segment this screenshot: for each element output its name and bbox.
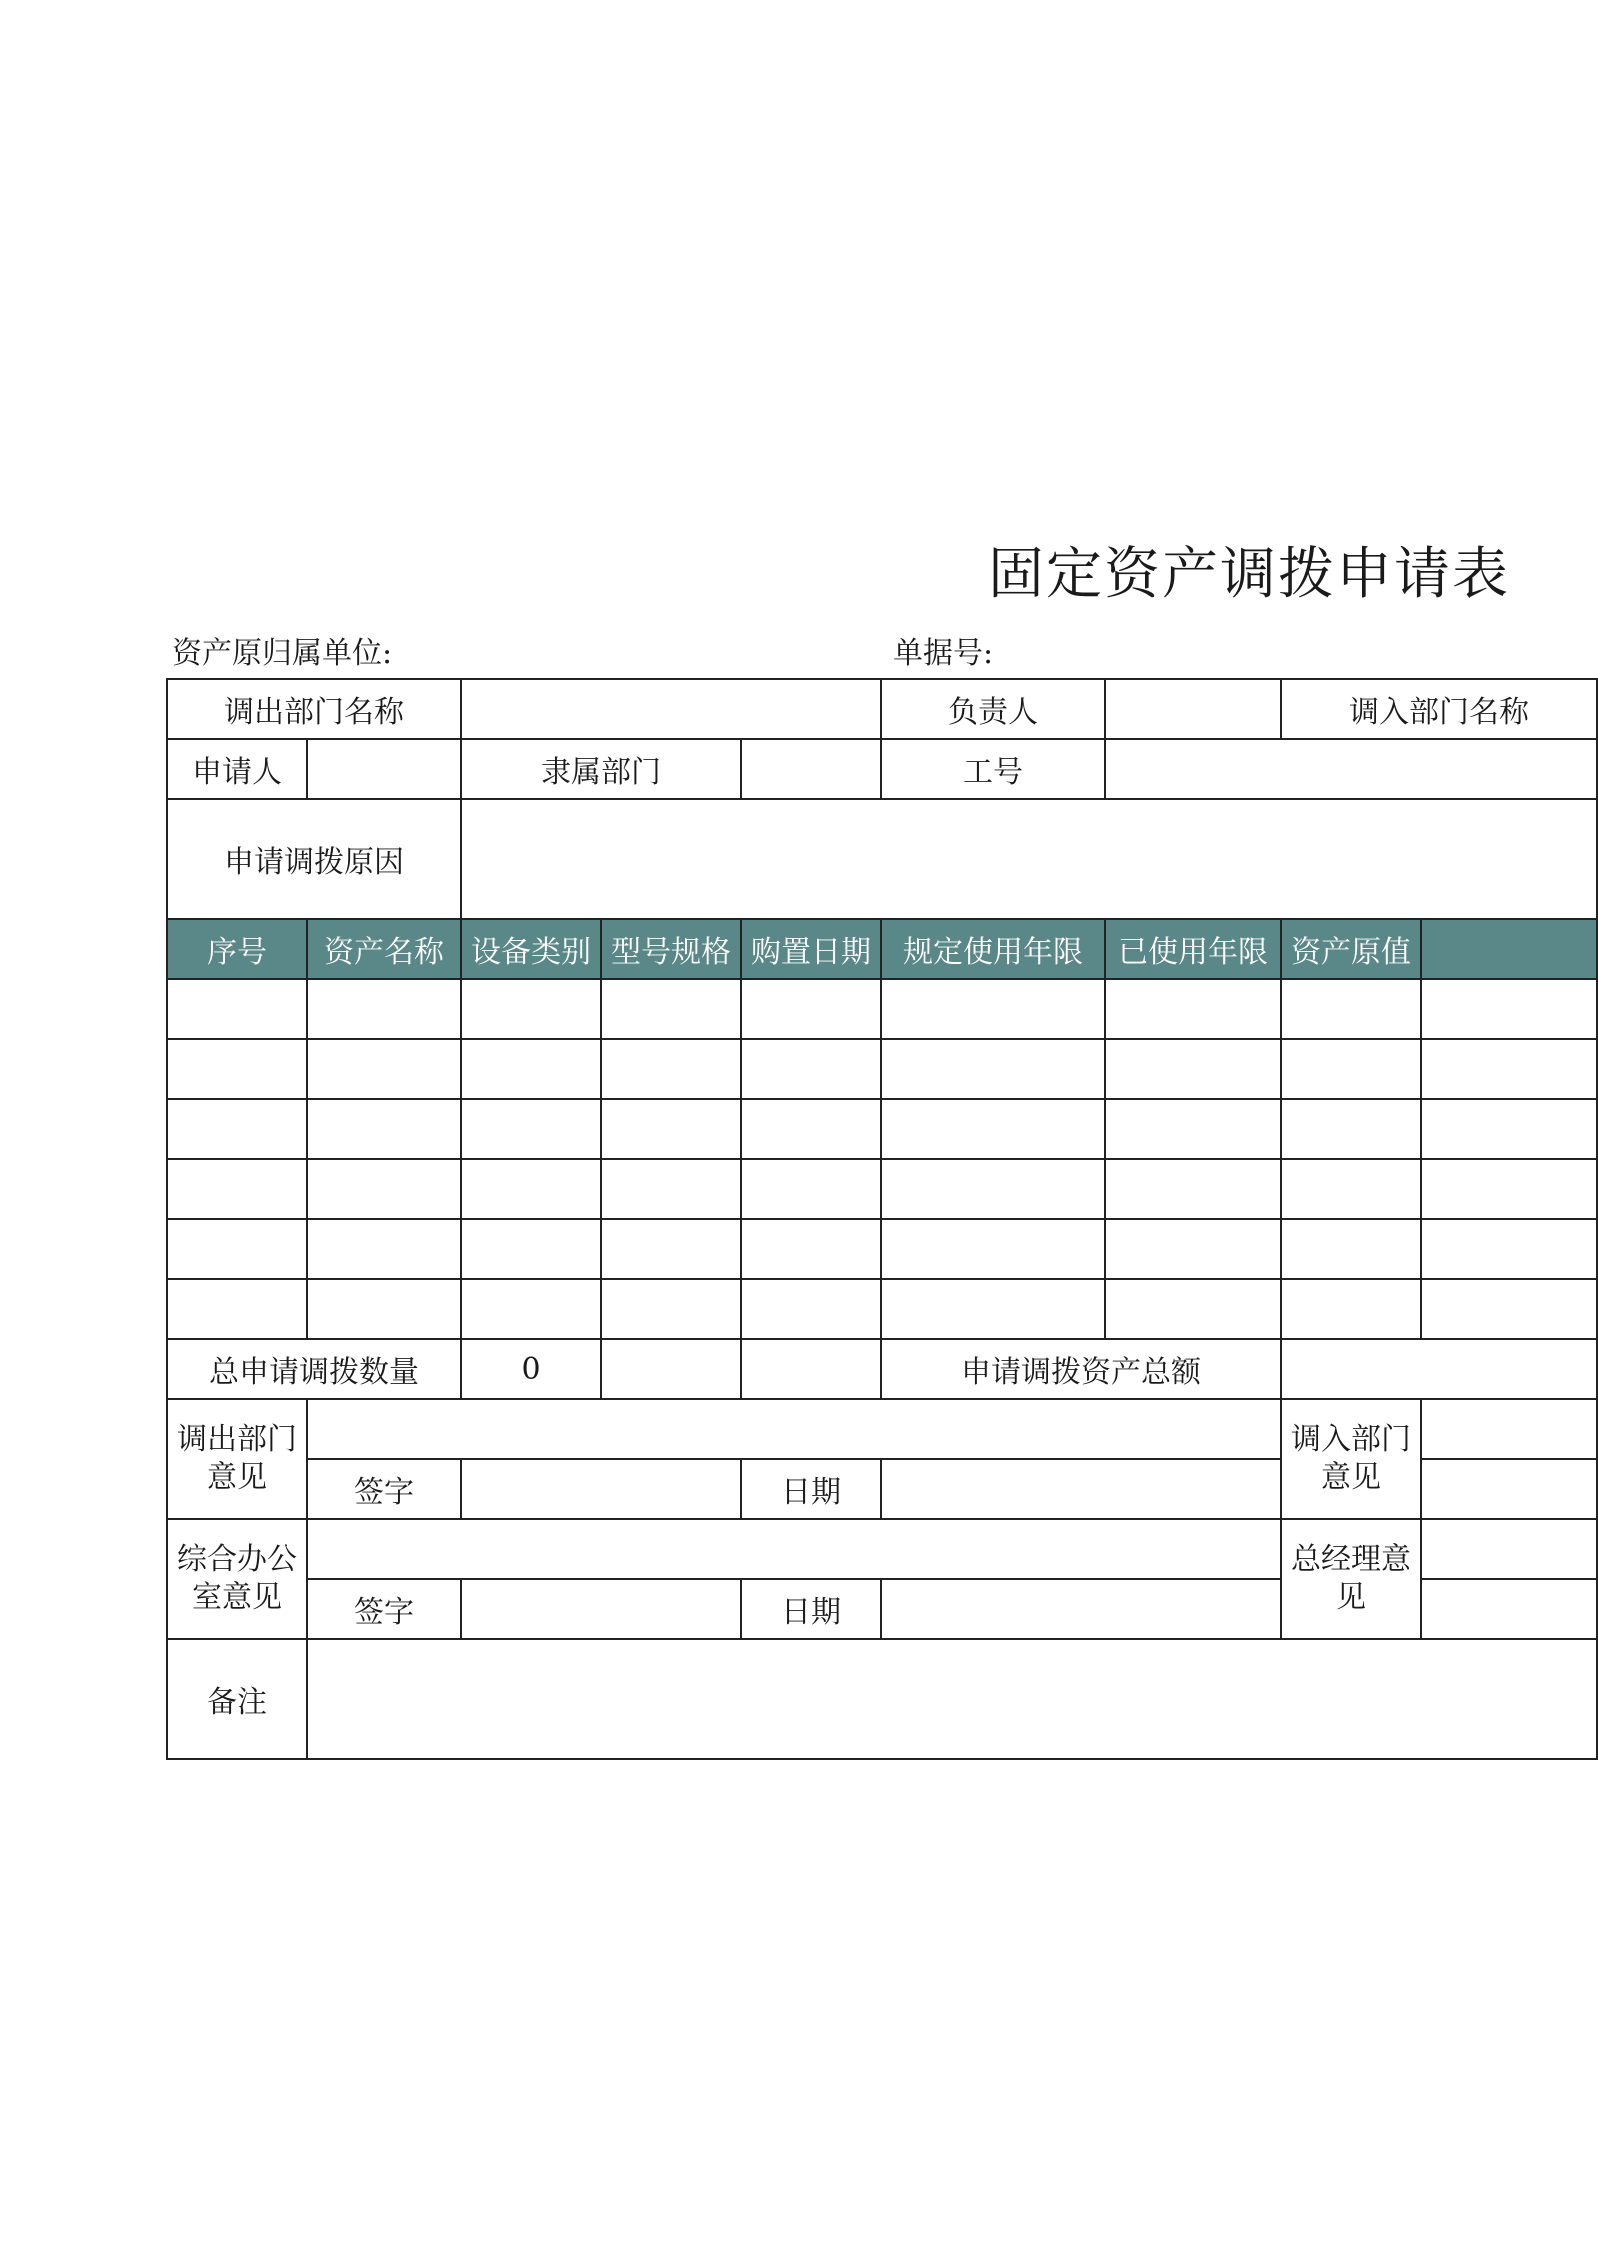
job-no-label: 工号 <box>881 739 1105 799</box>
cell[interactable] <box>601 1219 741 1279</box>
out-dept-sign-field[interactable] <box>461 1459 741 1519</box>
column-header <box>1421 919 1597 979</box>
table-row <box>167 1219 1597 1279</box>
cell[interactable] <box>1281 1099 1421 1159</box>
cell[interactable] <box>741 1279 881 1339</box>
cell[interactable] <box>1281 1219 1421 1279</box>
sign-label: 签字 <box>307 1459 461 1519</box>
cell[interactable] <box>1421 1279 1597 1339</box>
cell[interactable] <box>461 1219 601 1279</box>
form-title: 固定资产调拨申请表 <box>988 542 1510 607</box>
cell[interactable] <box>881 1039 1105 1099</box>
cell[interactable] <box>167 1159 307 1219</box>
cell[interactable] <box>1281 1039 1421 1099</box>
cell[interactable] <box>307 1159 461 1219</box>
column-header: 序号 <box>167 919 307 979</box>
out-dept-name-label: 调出部门名称 <box>167 679 461 739</box>
cell[interactable] <box>741 1339 881 1399</box>
cell[interactable] <box>461 1159 601 1219</box>
cell[interactable] <box>601 1159 741 1219</box>
row-office-opinion <box>167 1519 1597 1579</box>
table-row <box>167 1039 1597 1099</box>
cell[interactable] <box>307 1099 461 1159</box>
in-dept-opinion-label: 调入部门意见 <box>1281 1399 1421 1519</box>
table-row <box>167 1099 1597 1159</box>
cell[interactable] <box>461 1279 601 1339</box>
cell[interactable] <box>1105 1279 1281 1339</box>
doc-no-label: 单据号: <box>893 636 994 671</box>
cell[interactable] <box>167 1099 307 1159</box>
cell[interactable] <box>881 1279 1105 1339</box>
remark-field[interactable] <box>307 1639 1597 1759</box>
cell[interactable] <box>1421 1219 1597 1279</box>
remark-label: 备注 <box>167 1639 307 1759</box>
cell[interactable] <box>1281 1159 1421 1219</box>
cell[interactable] <box>307 979 461 1039</box>
column-header: 资产原值 <box>1281 919 1421 979</box>
column-header: 已使用年限 <box>1105 919 1281 979</box>
cell[interactable] <box>167 1039 307 1099</box>
original-unit-label: 资产原归属单位: <box>172 636 393 671</box>
cell[interactable] <box>741 1039 881 1099</box>
reason-label: 申请调拨原因 <box>167 799 461 919</box>
cell[interactable] <box>1105 1099 1281 1159</box>
responsible-field[interactable] <box>1105 679 1281 739</box>
row-remark <box>167 1639 1597 1759</box>
cell[interactable] <box>1421 1039 1597 1099</box>
asset-table-header <box>167 919 1597 979</box>
total-qty-label: 总申请调拨数量 <box>167 1339 461 1399</box>
total-qty-value: 0 <box>461 1339 601 1399</box>
column-header: 型号规格 <box>601 919 741 979</box>
cell[interactable] <box>601 1279 741 1339</box>
gm-opinion-field[interactable] <box>1421 1519 1597 1579</box>
cell[interactable] <box>741 979 881 1039</box>
cell[interactable] <box>881 1219 1105 1279</box>
cell[interactable] <box>307 1219 461 1279</box>
office-date-field[interactable] <box>881 1579 1281 1639</box>
reason-field[interactable] <box>461 799 1597 919</box>
out-dept-date-field[interactable] <box>881 1459 1281 1519</box>
total-amount-field[interactable] <box>1281 1339 1597 1399</box>
cell[interactable] <box>1105 979 1281 1039</box>
transfer-form-table <box>166 678 1598 1760</box>
cell[interactable] <box>167 1219 307 1279</box>
cell[interactable] <box>1105 1159 1281 1219</box>
out-dept-name-field[interactable] <box>461 679 881 739</box>
table-row <box>167 979 1597 1039</box>
in-dept-opinion-field[interactable] <box>1421 1399 1597 1459</box>
cell[interactable] <box>307 1279 461 1339</box>
cell[interactable] <box>461 979 601 1039</box>
out-dept-opinion-label: 调出部门意见 <box>167 1399 307 1519</box>
belong-dept-label: 隶属部门 <box>461 739 741 799</box>
row-departments <box>167 679 1597 739</box>
cell[interactable] <box>741 1099 881 1159</box>
total-amount-label: 申请调拨资产总额 <box>881 1339 1281 1399</box>
office-opinion-label: 综合办公室意见 <box>167 1519 307 1639</box>
cell[interactable] <box>601 1099 741 1159</box>
date-label: 日期 <box>741 1459 881 1519</box>
applicant-label: 申请人 <box>167 739 307 799</box>
responsible-label: 负责人 <box>881 679 1105 739</box>
gm-sign-field[interactable] <box>1421 1579 1597 1639</box>
row-out-dept-opinion <box>167 1399 1597 1459</box>
cell[interactable] <box>167 979 307 1039</box>
date-label: 日期 <box>741 1579 881 1639</box>
column-header: 设备类别 <box>461 919 601 979</box>
gm-opinion-label: 总经理意见 <box>1281 1519 1421 1639</box>
cell[interactable] <box>307 1039 461 1099</box>
cell[interactable] <box>1281 979 1421 1039</box>
cell[interactable] <box>1105 1219 1281 1279</box>
cell[interactable] <box>1281 1279 1421 1339</box>
cell[interactable] <box>601 1339 741 1399</box>
sign-label: 签字 <box>307 1579 461 1639</box>
cell[interactable] <box>881 1099 1105 1159</box>
cell[interactable] <box>167 1279 307 1339</box>
applicant-field[interactable] <box>307 739 461 799</box>
column-header: 规定使用年限 <box>881 919 1105 979</box>
cell[interactable] <box>601 1039 741 1099</box>
job-no-field[interactable] <box>1105 739 1597 799</box>
in-dept-sign-field[interactable] <box>1421 1459 1597 1519</box>
cell[interactable] <box>741 1159 881 1219</box>
cell[interactable] <box>461 1099 601 1159</box>
belong-dept-field[interactable] <box>741 739 881 799</box>
cell[interactable] <box>601 979 741 1039</box>
row-reason <box>167 799 1597 919</box>
office-sign-field[interactable] <box>461 1579 741 1639</box>
out-dept-opinion-field[interactable] <box>307 1399 1281 1459</box>
cell[interactable] <box>461 1039 601 1099</box>
column-header: 资产名称 <box>307 919 461 979</box>
table-row <box>167 1159 1597 1219</box>
form-table-clip <box>166 678 1530 1728</box>
table-row <box>167 1279 1597 1339</box>
cell[interactable] <box>1105 1039 1281 1099</box>
cell[interactable] <box>1421 1159 1597 1219</box>
cell[interactable] <box>1421 1099 1597 1159</box>
cell[interactable] <box>881 979 1105 1039</box>
in-dept-name-label: 调入部门名称 <box>1281 679 1597 739</box>
row-summary <box>167 1339 1597 1399</box>
row-applicant <box>167 739 1597 799</box>
cell[interactable] <box>741 1219 881 1279</box>
column-header: 购置日期 <box>741 919 881 979</box>
cell[interactable] <box>1421 979 1597 1039</box>
cell[interactable] <box>881 1159 1105 1219</box>
office-opinion-field[interactable] <box>307 1519 1281 1579</box>
